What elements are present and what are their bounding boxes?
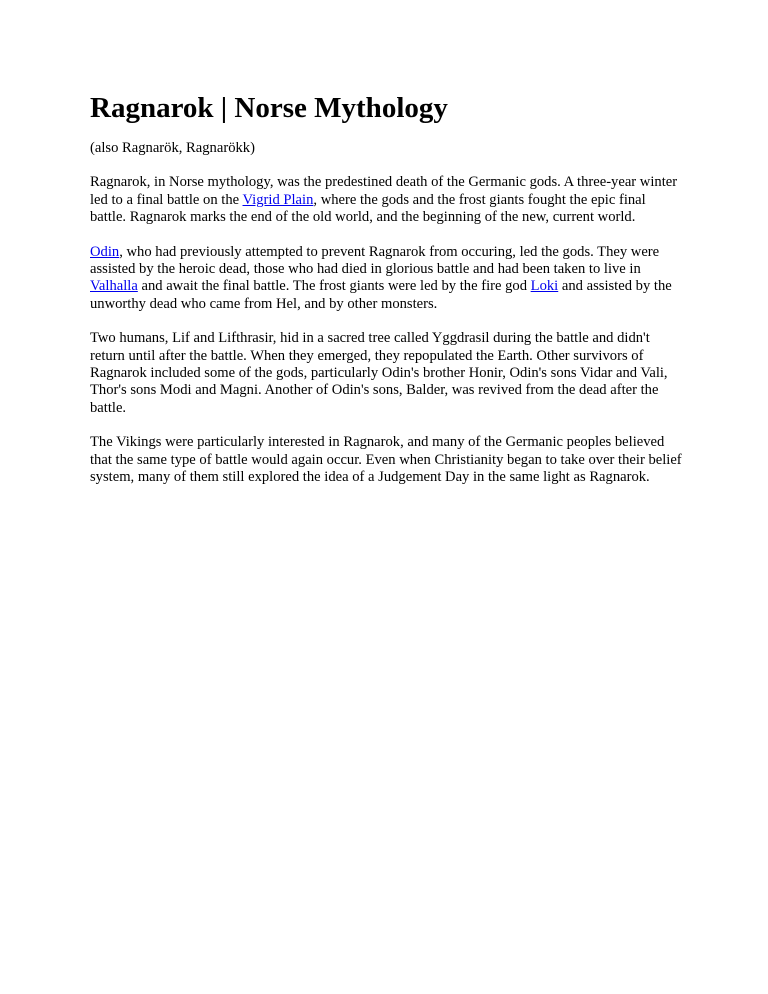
paragraph-text: , where the gods and the frost giants fought the epic final battle. Ragnarok marks the end of the old world, and the beginning of the new, current world. xyxy=(90,191,646,226)
paragraph-survivors: Two humans, Lif and Lifthrasir, hid in a sacred tree called Yggdrasil during the battle and didn't return until after the battle. When they emerged, they repopulated the Earth. Other survivors of Ragnarok included some of the gods, particularly Odin's brother Honir, Odin's sons Vidar and Vali, Thor's sons Modi and Magni. Another of Odin's sons, Balder, was revived from the dead after the battle. xyxy=(90,330,668,416)
link-vigrid-plain[interactable]: Vigrid Plain xyxy=(242,191,314,208)
paragraph-intro xyxy=(90,174,682,226)
paragraph-text: and await the final battle. The frost giants were led by the fire god xyxy=(137,278,531,295)
paragraph-text: , who had previously attempted to prevent Ragnarok from occuring, led the gods. They were assisted by the heroic dead, those who had died in glorious battle and had been taken to live in xyxy=(90,243,660,278)
document-page xyxy=(90,88,682,504)
link-loki[interactable]: Loki xyxy=(530,278,559,295)
link-valhalla[interactable]: Valhalla xyxy=(90,278,138,295)
paragraph-text: and assisted by the unworthy dead who came from Hel, and by other monsters. xyxy=(90,278,672,312)
link-odin[interactable]: Odin xyxy=(90,243,120,260)
paragraph-odin xyxy=(90,244,682,314)
paragraph-text: Ragnarok, in Norse mythology, was the predestined death of the Germanic gods. A three-year winter led to a final battle on the xyxy=(90,174,678,208)
page-title: Ragnarok | Norse Mythology xyxy=(90,92,448,124)
alternate-names: (also Ragnarök, Ragnarökk) xyxy=(90,140,255,156)
paragraph-vikings: The Vikings were particularly interested in Ragnarok, and many of the Germanic peoples believed that the same type of battle would again occur. Even when Christianity began to take over their belief system, many of them still explored the idea of a Judgement Day in the same light as Ragnarok. xyxy=(90,434,682,486)
